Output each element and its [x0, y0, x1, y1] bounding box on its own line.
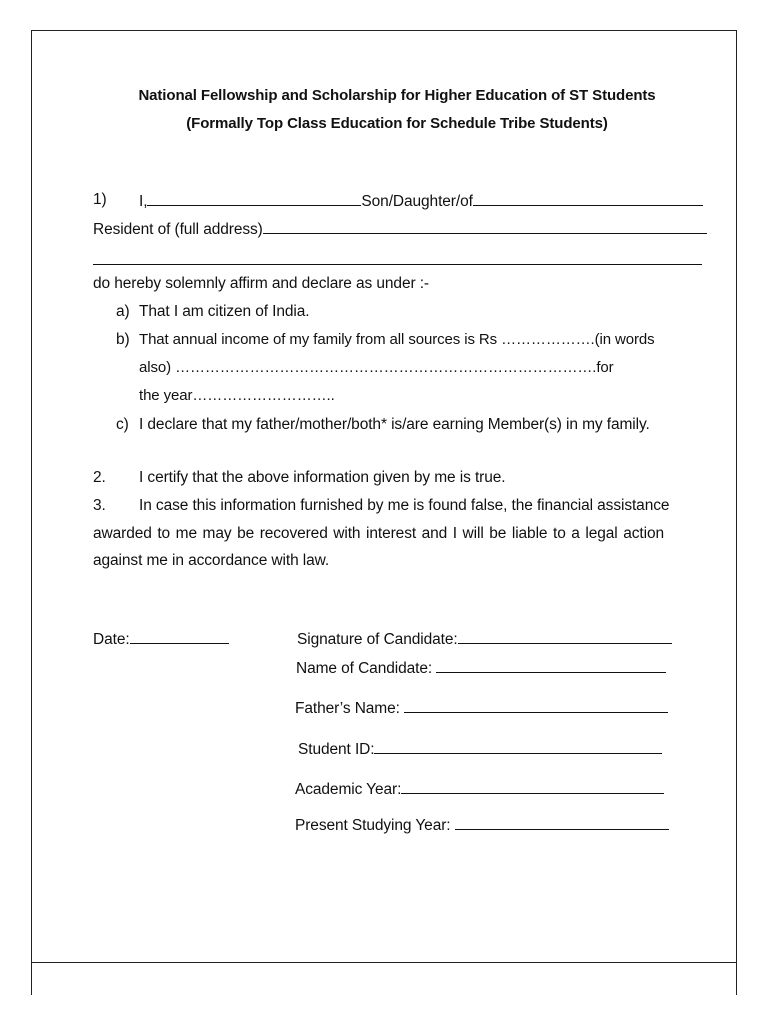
- signature-field[interactable]: [297, 629, 672, 649]
- academic-year-blank[interactable]: [401, 779, 664, 794]
- decl-b-line3: the year………………………..: [139, 387, 335, 404]
- decl-c-marker: c): [116, 416, 129, 433]
- name-line[interactable]: [139, 191, 703, 211]
- decl-c-text: I declare that my father/mother/both* is/are earning Member(s) in my family.: [139, 416, 650, 433]
- signature-label: Signature of Candidate:: [297, 631, 458, 648]
- resident-label: Resident of (full address): [93, 221, 263, 238]
- decl-a-text: That I am citizen of India.: [139, 303, 310, 320]
- date-label: Date:: [93, 631, 130, 648]
- resident-line[interactable]: [93, 219, 707, 239]
- decl-b-line1: That annual income of my family from all sources is Rs ……………….(in words: [139, 331, 655, 348]
- signature-blank[interactable]: [458, 629, 672, 644]
- student-id-blank[interactable]: [374, 739, 662, 754]
- candidate-name-field[interactable]: [296, 658, 666, 678]
- date-field[interactable]: [93, 629, 229, 649]
- item3-line3: against me in accordance with law.: [93, 552, 330, 569]
- page-border-right: [736, 30, 737, 995]
- i-label: I,: [139, 193, 148, 210]
- page-border-left: [31, 30, 32, 995]
- address-blank[interactable]: [263, 219, 707, 234]
- document-subtitle: (Formally Top Class Education for Schedule Tribe Students): [186, 115, 608, 132]
- date-blank[interactable]: [130, 629, 229, 644]
- applicant-name-blank[interactable]: [147, 191, 361, 206]
- present-year-label: Present Studying Year:: [295, 817, 455, 834]
- father-name-label: Father’s Name:: [295, 700, 405, 717]
- candidate-name-label: Name of Candidate:: [296, 660, 437, 677]
- father-name-blank[interactable]: [404, 698, 668, 713]
- decl-b-marker: b): [116, 331, 130, 348]
- candidate-name-blank[interactable]: [436, 658, 666, 673]
- item3-line1: In case this information furnished by me is found false, the financial assistance: [139, 497, 670, 514]
- item2-number: 2.: [93, 469, 106, 486]
- present-year-field[interactable]: [295, 815, 669, 835]
- present-year-blank[interactable]: [455, 815, 669, 830]
- parent-name-blank[interactable]: [473, 191, 703, 206]
- item3-number: 3.: [93, 497, 106, 514]
- affirm-text: do hereby solemnly affirm and declare as under :-: [93, 275, 429, 292]
- page-border-top: [31, 30, 737, 31]
- academic-year-field[interactable]: [295, 779, 664, 799]
- decl-a-marker: a): [116, 303, 130, 320]
- decl-b-line2: also) ………………………………………………………………………….for: [139, 359, 614, 376]
- item1-number: 1): [93, 191, 107, 208]
- document-title: National Fellowship and Scholarship for Higher Education of ST Students: [138, 87, 656, 104]
- address-blank-line2[interactable]: [93, 264, 702, 265]
- footer-rule: [31, 962, 737, 963]
- item2-text: I certify that the above information given by me is true.: [139, 469, 506, 486]
- student-id-label: Student ID:: [298, 741, 375, 758]
- student-id-field[interactable]: [298, 739, 662, 759]
- father-name-field[interactable]: [295, 698, 668, 718]
- item3-line2: awarded to me may be recovered with interest and I will be liable to a legal action: [93, 525, 664, 542]
- academic-year-label: Academic Year:: [295, 781, 402, 798]
- son-daughter-label: Son/Daughter/of: [361, 193, 473, 210]
